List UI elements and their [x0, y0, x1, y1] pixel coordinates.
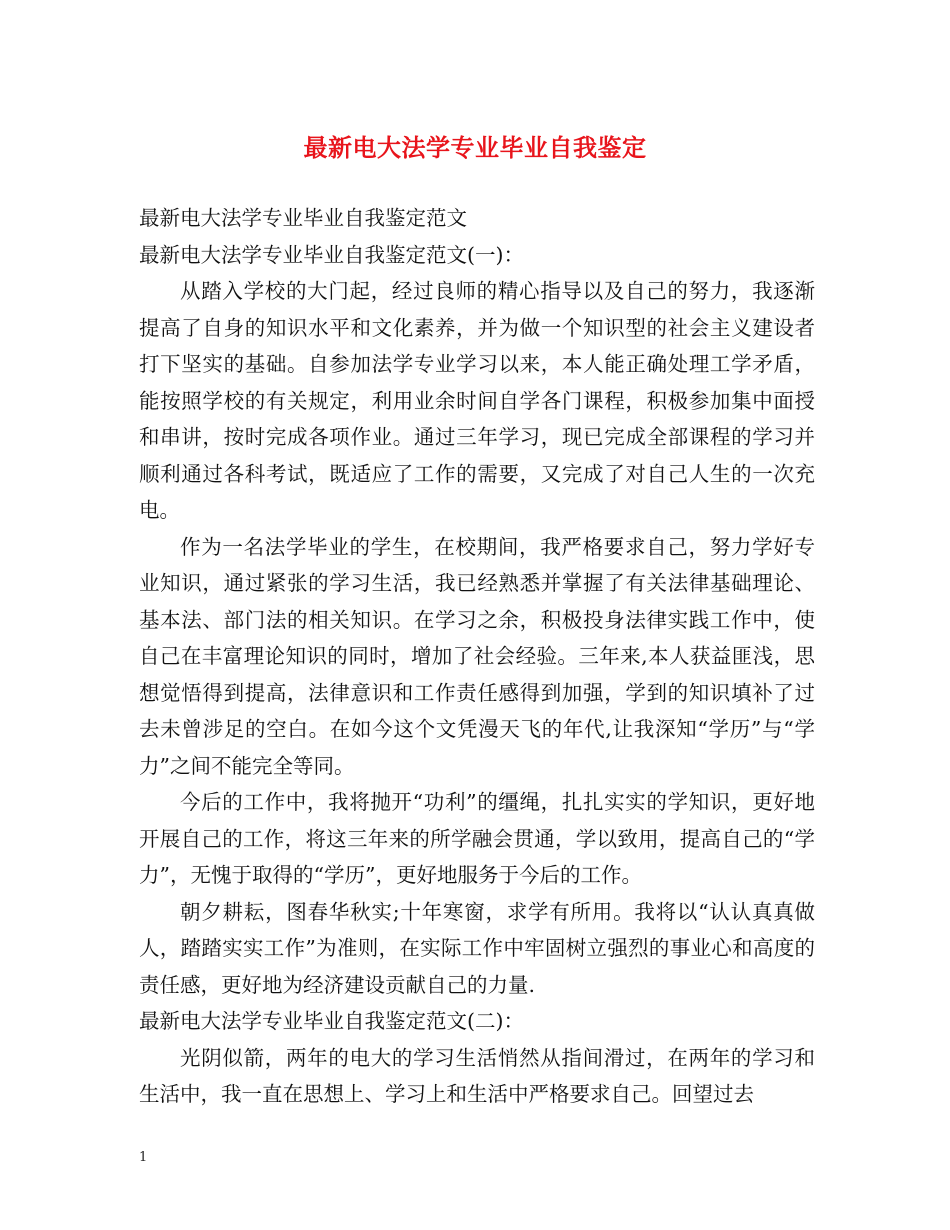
document-title: 最新电大法学专业毕业自我鉴定	[303, 133, 647, 162]
paragraph: 今后的工作中，我将抛开“功利”的缰绳，扎扎实实的学知识，更好地开展自己的工作，将这三年来的所学融会贯通，学以致用，提高自己的“学力”，无愧于取得的“学历”，更好地服务于今后的工作。	[139, 790, 815, 887]
paragraph: 作为一名法学毕业的学生，在校期间，我严格要求自己，努力学好专业知识，通过紧张的学习生活，我已经熟悉并掌握了有关法律基础理论、基本法、部门法的相关知识。在学习之余，积极投身法律实践工作中，使自己在丰富理论知识的同时，增加了社会经验。三年来,本人获益匪浅，思想觉悟得到提高，法律意识和工作责任感得到加强，学到的知识填补了过去未曾涉足的空白。在如今这个文凭漫天飞的年代,让我深知“学历”与“学力”之间不能完全等同。	[139, 534, 815, 778]
section-heading: 最新电大法学专业毕业自我鉴定范文	[139, 206, 467, 230]
page-number: 1	[139, 1150, 148, 1165]
paragraph: 朝夕耕耘，图春华秋实;十年寒窗，求学有所用。我将以“认认真真做人，踏踏实实工作”为准则，在实际工作中牢固树立强烈的事业心和高度的责任感，更好地为经济建设贡献自己的力量.	[139, 899, 815, 997]
section-heading: 最新电大法学专业毕业自我鉴定范文(一)：	[139, 242, 524, 267]
document-body	[139, 200, 815, 1113]
section-heading: 最新电大法学专业毕业自我鉴定范文(二)：	[139, 1009, 524, 1033]
paragraph: 从踏入学校的大门起，经过良师的精心指导以及自己的努力，我逐渐提高了自身的知识水平和文化素养，并为做一个知识型的社会主义建设者打下坚实的基础。自参加法学专业学习以来，本人能正确处理工学矛盾，能按照学校的有关规定，利用业余时间自学各门课程，积极参加集中面授和串讲，按时完成各项作业。通过三年学习，现已完成全部课程的学习并顺利通过各科考试，既适应了工作的需要，又完成了对自己人生的一次充电。	[139, 279, 815, 522]
paragraph: 光阴似箭，两年的电大的学习生活悄然从指间滑过，在两年的学习和生活中，我一直在思想上、学习上和生活中严格要求自己。回望过去	[139, 1045, 815, 1106]
